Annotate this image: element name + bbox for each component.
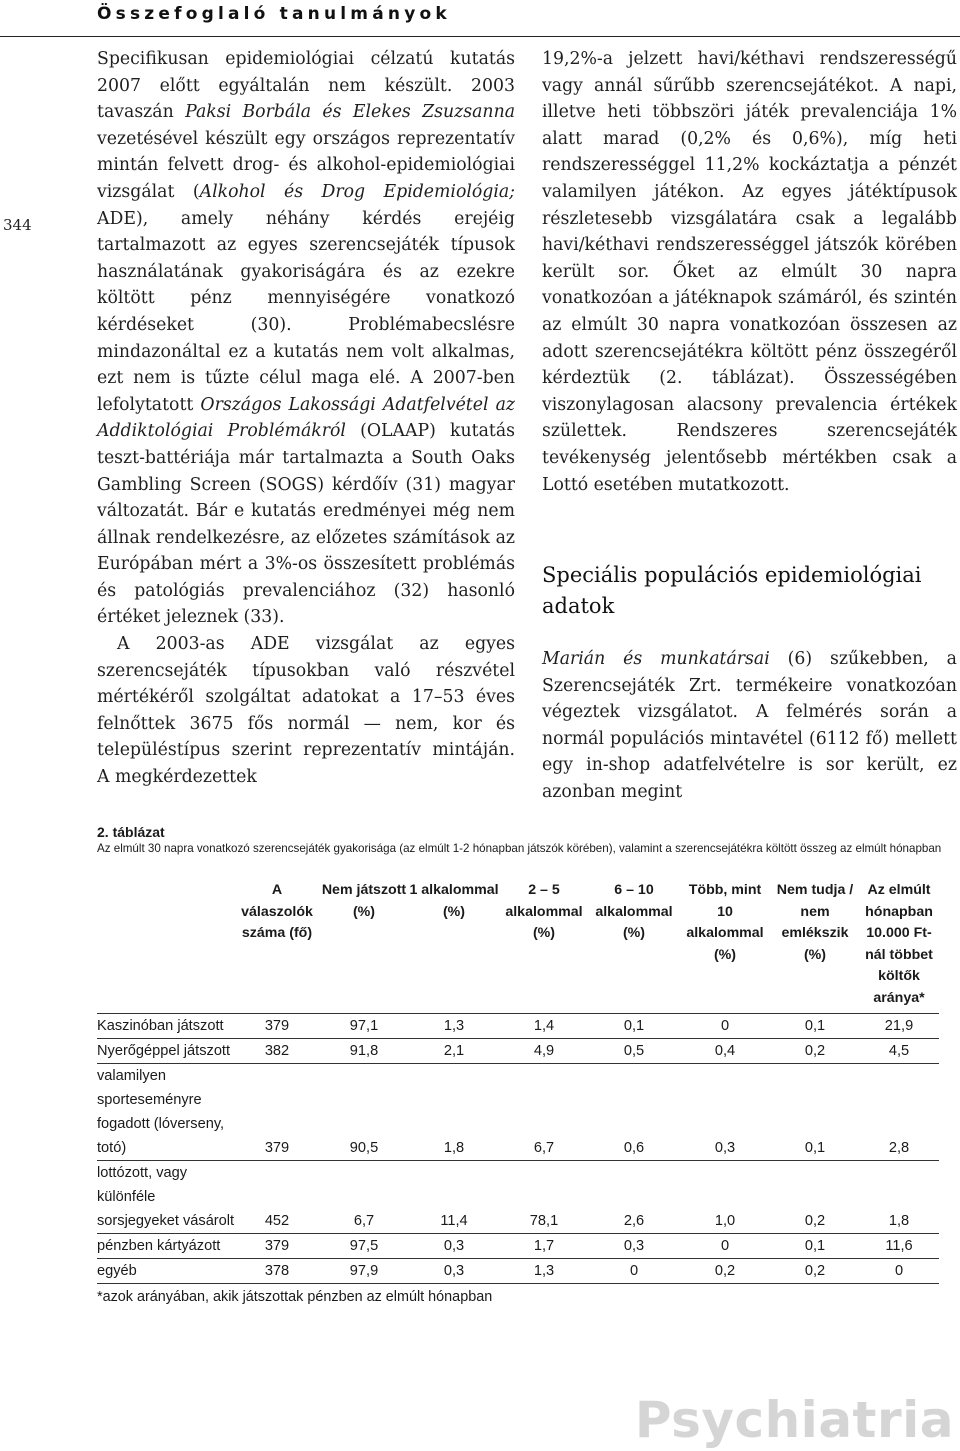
row-label: pénzben kártyázott [97, 1238, 221, 1254]
table-cell: 1,8 [888, 1213, 910, 1229]
table-cell: 6,7 [533, 1140, 555, 1156]
table-cell: 2,1 [443, 1043, 465, 1059]
table-cell: 0 [720, 1238, 730, 1254]
left-paragraph-1: Specifikusan epidemiológiai célzatú kutatás 2007 előtt egyáltalán nem készült. 2003 tavaszán Paksi Borbála és Elekes Zsuzsanna vezetésével készült egy országos reprezentatív mintán felvett drog- és alkohol-epidemiológiai vizsgálat (Alkohol és Drog Epidemiológia; ADE), amely néhány kérdés erejéig tartalmazott az egyes szerencsejáték típusok használatának gyakoriságára és az ezekre költött pénz mennyiségére vonatkozó kérdéseket (30). Problémabecslésre mindazonáltal ez a kutatás nem volt alkalmas, ezt nem is tűzte célul maga elé. A 2007-ben lefolytatott Országos Lakossági Adatfelvétel az Addiktológiai Problémákról (OLAAP) kutatás teszt-battériája már tartalmazta a South Oaks Gambling Screen (SOGS) kérdőív (31) magyar változatát. Bár e kutatás eredményei még nem állnak rendelkezésre, az előzetes számítások az Európában mért a 3%-os összesített problémás és patológiás prevalenciához (32) hasonló értéket jeleznek (33). [97, 49, 516, 628]
table-cell: 97,5 [349, 1238, 379, 1254]
row-label: Kaszinóban játszott [97, 1018, 224, 1034]
table-cell: 1,8 [443, 1140, 465, 1156]
table-row [97, 1014, 939, 1039]
table-cell: 0,5 [623, 1043, 645, 1059]
table-cell: 11,4 [440, 1213, 468, 1229]
table-cell: 1,3 [533, 1263, 555, 1279]
table-cell: 0,2 [804, 1043, 826, 1059]
header-cell-empty [97, 872, 235, 1014]
table-cell: 4,9 [533, 1043, 555, 1059]
table-label: 2. táblázat [97, 824, 165, 840]
header-cell: 1 alkalommal (%) [409, 882, 499, 920]
table-cell: 21,9 [884, 1018, 914, 1034]
table-header-row [97, 872, 939, 1014]
row-label: lottózott, vagy különféle sorsjegyeket vásárolt [97, 1165, 235, 1229]
table-cell: 0,2 [804, 1213, 826, 1229]
header-cell: Az elmúlt hónapban 10.000 Ft-nál többet költők aránya* [865, 882, 933, 1006]
table-cell: 91,8 [349, 1043, 379, 1059]
header-cell: 2 – 5 alkalommal (%) [505, 882, 583, 941]
header-cell: 6 – 10 alkalommal (%) [595, 882, 673, 941]
table-cell: 0,3 [443, 1263, 465, 1279]
table-row [97, 1259, 939, 1284]
table-cell: 0,3 [714, 1140, 736, 1156]
table-cell: 0,3 [443, 1238, 465, 1254]
table-cell: 11,6 [885, 1238, 913, 1254]
header-cell: A válaszolók száma (fő) [241, 882, 313, 941]
left-column [97, 46, 515, 791]
table-cell: 97,1 [349, 1018, 379, 1034]
table-cell: 0,1 [804, 1238, 826, 1254]
table-cell: 0 [720, 1018, 730, 1034]
table-block [97, 823, 957, 1306]
table-cell: 0,2 [714, 1263, 736, 1279]
table-caption: Az elmúlt 30 napra vonatkozó szerencsejáték gyakorisága (az elmúlt 1-2 hónapban játszók körében), valamint a szerencsejátékra költött összeg az elmúlt hónapban [97, 842, 942, 855]
table-row [97, 1064, 939, 1161]
row-label: egyéb [97, 1263, 137, 1279]
table-cell: 1,4 [533, 1018, 555, 1034]
table-cell: 1,7 [533, 1238, 555, 1254]
table-cell: 0,1 [623, 1018, 645, 1034]
table-cell: 379 [264, 1238, 290, 1254]
table-cell: 379 [264, 1018, 290, 1034]
table-footnote: *azok arányában, akik játszottak pénzben az elmúlt hónapban [97, 1289, 493, 1305]
table-row [97, 1161, 939, 1234]
table-cell: 0,3 [623, 1238, 645, 1254]
table-cell: 0,6 [623, 1140, 645, 1156]
table-cell: 0,1 [804, 1140, 826, 1156]
table-cell: 0 [894, 1263, 904, 1279]
table-cell: 90,5 [349, 1140, 379, 1156]
table-cell: 379 [264, 1140, 290, 1156]
table-cell: 6,7 [353, 1213, 375, 1229]
table-cell: 382 [264, 1043, 290, 1059]
section-header-title: Összefoglaló tanulmányok [97, 4, 451, 24]
page-number: 344 [3, 216, 32, 234]
table-cell: 78,1 [529, 1213, 559, 1229]
row-label: valamilyen sporteseményre fogadott (lóverseny, totó) [97, 1068, 225, 1156]
left-paragraph-2: A 2003-as ADE vizsgálat az egyes szerencsejáték típusokban való részvétel mértékéről szolgáltat adatokat a 17–53 éves felnőttek 3675 fős normál — nem, kor és településtípus szerint reprezentatív mintáján. A megkérdezettek [97, 634, 515, 788]
journal-watermark: Psychiatria [634, 1391, 954, 1449]
right-paragraph-1: 19,2%-a jelzett havi/kéthavi rendszerességű vagy annál sűrűbb szerencsejátékot. A napi, illetve heti többszöri játék prevalenciája 1% alatt marad (0,2% és 0,6%), míg heti rendszerességgel 11,2% kockáztatja a pénzét valamilyen játékon. Az egyes játéktípusok részletesebb vizsgálatára csak a legalább havi/kéthavi rendszerességgel játszók körében került sor. Őket az elmúlt 30 napra vonatkozóan a játéknapok számáról, és szintén az elmúlt 30 napra vonatkozóan összesen az adott szerencsejátékra költött pénz összegéről kérdeztük (2. táblázat). Összességében viszonylagosan alacsony prevalencia értékek születtek. Rendszeres szerencsejáték tevékenység jelentősebb mértékben csak a Lottó esetében mutatkozott. [542, 49, 957, 495]
data-table [97, 872, 939, 1284]
running-header [0, 0, 960, 37]
table-cell: 0,2 [804, 1263, 826, 1279]
table-cell: 4,5 [888, 1043, 910, 1059]
header-cell: Nem tudja / nem emlékszik (%) [776, 882, 854, 963]
header-cell: Nem játszott (%) [321, 882, 407, 920]
table-cell: 0,4 [714, 1043, 736, 1059]
table-cell: 378 [264, 1263, 290, 1279]
row-label: Nyerőgéppel játszott [97, 1043, 231, 1059]
table-cell: 1,3 [443, 1018, 465, 1034]
table-cell: 1,0 [714, 1213, 736, 1229]
table-cell: 97,9 [349, 1263, 379, 1279]
section-heading: Speciális populációs epidemiológiai adatok [542, 563, 922, 619]
table-row [97, 1234, 939, 1259]
table-cell: 2,8 [888, 1140, 910, 1156]
table-row [97, 1039, 939, 1064]
table-cell: 452 [264, 1213, 290, 1229]
table-cell: 2,6 [623, 1213, 645, 1229]
right-column [542, 46, 957, 806]
right-paragraph-2: Marián és munkatársai (6) szűkebben, a Szerencsejáték Zrt. termékeire vonatkozóan végeztek vizsgálatot. A felmérés során a normál populációs mintavétel (6112 fő) mellett egy in-shop adatfelvételre is sor került, ez azonban megint [542, 649, 957, 803]
table-cell: 0 [629, 1263, 639, 1279]
table-cell: 0,1 [804, 1018, 826, 1034]
header-cell: Több, mint 10 alkalommal (%) [686, 882, 764, 963]
